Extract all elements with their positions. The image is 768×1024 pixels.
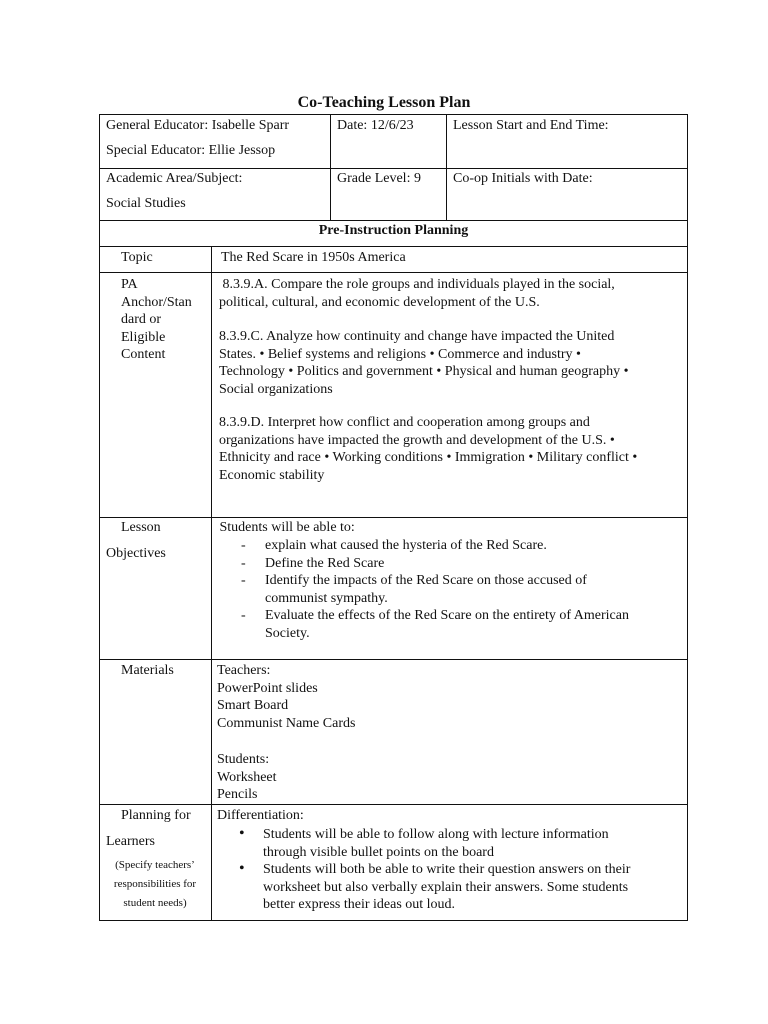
row-divider [99, 517, 688, 518]
lesson-date: Date: 12/6/23 [337, 118, 414, 133]
document-title: Co-Teaching Lesson Plan [297, 94, 471, 111]
standard-8-3-9-d: 8.3.9.D. Interpret how conflict and cooperation among groups and organizations have impacted the growth and development of the U.S. • Ethnicity and race • Working conditions • Immigration • Military conflict • Economic stability [219, 415, 638, 483]
academic-area-value: Social Studies [106, 196, 186, 211]
objectives-intro: Students will be able to: [216, 520, 355, 535]
materials-label: Materials [121, 663, 174, 678]
column-divider [446, 114, 447, 221]
planning-label-line2: Learners [106, 834, 155, 849]
row-divider [99, 272, 688, 273]
table-border-bottom [99, 920, 688, 921]
list-item: Communist Name Cards [217, 715, 356, 731]
general-educator: General Educator: Isabelle Sparr [106, 118, 290, 133]
grade-level: Grade Level: 9 [337, 171, 421, 186]
list-item: Pencils [217, 787, 258, 802]
list-item: Smart Board [217, 698, 289, 713]
row-divider [99, 804, 688, 805]
column-divider [330, 114, 331, 221]
lesson-plan-table [99, 114, 688, 921]
list-item: - explain what caused the hysteria of the Red Scare. [219, 537, 659, 555]
row-divider [99, 220, 688, 221]
differentiation-heading: Differentiation: [217, 808, 304, 823]
objectives-label-line1: Lesson [121, 520, 161, 535]
differentiation-list [217, 826, 657, 914]
row-divider [99, 168, 688, 169]
materials-list: Teachers: PowerPoint slides Smart Board Communist Name Cards Students: Worksheet Pencils [217, 663, 356, 802]
lesson-start-end-time: Lesson Start and End Time: [453, 118, 609, 133]
section-heading: Pre-Instruction Planning [318, 223, 469, 238]
objectives-label-line2: Objectives [106, 546, 166, 561]
anchor-label: PA Anchor/Stan dard or Eligible Content [121, 277, 192, 362]
column-divider [211, 246, 212, 921]
row-divider [99, 659, 688, 660]
objectives-list [219, 537, 659, 642]
list-item: • Students will both be able to write their question answers on their worksheet but also verbally explain their answers. Some students better express their ideas out loud. [217, 861, 657, 914]
topic-label: Topic [121, 250, 153, 265]
list-item: - Evaluate the effects of the Red Scare on the entirety of American Society. [219, 607, 659, 642]
planning-label-line1: Planning for [121, 808, 191, 823]
standard-8-3-9-c: 8.3.9.C. Analyze how continuity and change have impacted the United States. • Belief systems and religions • Commerce and industry • Technology • Politics and government • Physical and human geography • Social organizations [219, 329, 629, 397]
row-divider [99, 246, 688, 247]
list-item: Worksheet [217, 769, 277, 785]
academic-area-label: Academic Area/Subject: [106, 171, 243, 186]
coop-initials: Co-op Initials with Date: [453, 171, 593, 186]
table-border-top [99, 114, 688, 115]
special-educator: Special Educator: Ellie Jessop [106, 143, 276, 158]
topic-value: The Red Scare in 1950s America [221, 250, 406, 265]
list-item: - Identify the impacts of the Red Scare on those accused of communist sympathy. [219, 572, 659, 607]
planning-note: (Specify teachers’ responsibilities for student needs) [113, 859, 197, 909]
list-item: - Define the Red Scare [219, 555, 659, 573]
list-item: • Students will be able to follow along with lecture information through visible bullet points on the board [217, 826, 657, 861]
standard-8-3-9-a: 8.3.9.A. Compare the role groups and individuals played in the social, political, cultural, and economic development of the U.S. [219, 277, 615, 310]
list-item: PowerPoint slides [217, 680, 318, 696]
